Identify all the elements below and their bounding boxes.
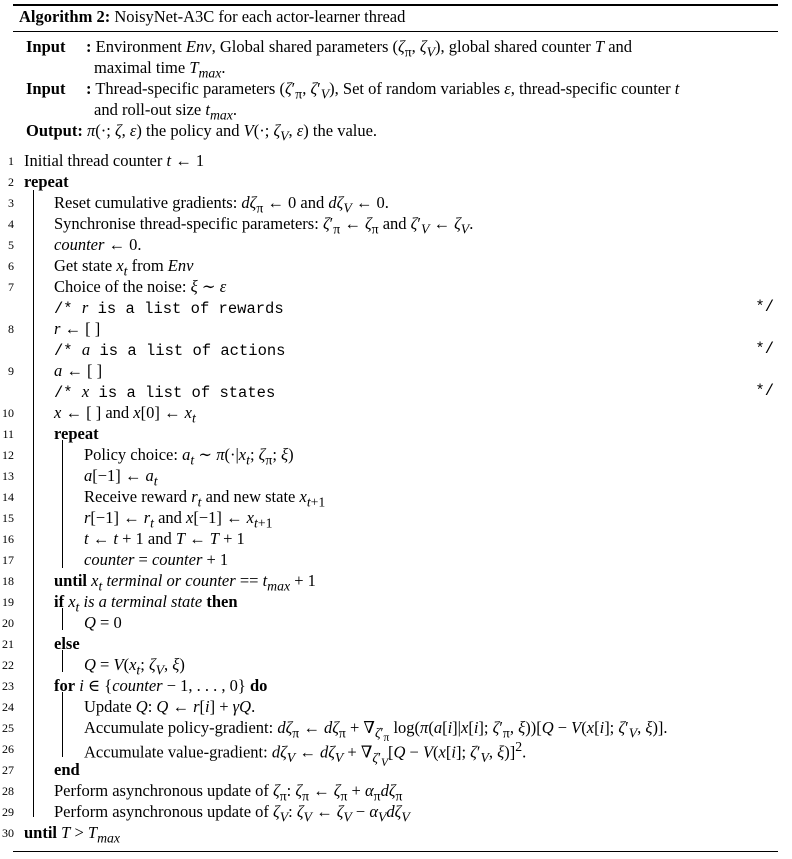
repeat-bar	[33, 190, 34, 817]
code-line: Update Q: Q ← r[i] + γQ.	[84, 697, 256, 716]
code-line: Reset cumulative gradients: $d\zeta_\pi$ ← 0 and $d\zeta_V$ ← 0.	[54, 193, 389, 216]
code-line: x ← [ ] and x[0] ← $x_t$	[54, 403, 196, 426]
code-line: repeat	[54, 424, 99, 443]
comment-end: */	[755, 298, 774, 316]
code-line: else	[54, 634, 80, 653]
comment-line: /* r is a list of rewards	[54, 298, 284, 318]
line-number: 11	[2, 427, 14, 441]
line-number: 9	[8, 364, 14, 378]
input-env-2: maximal time $T_{max}$.	[94, 58, 226, 81]
title-rule	[13, 31, 778, 32]
code-line: r[−1] ← $r_t$ and x[−1] ← $x_{t+1}$	[84, 508, 273, 531]
line-number: 30	[2, 826, 14, 840]
comment-end: */	[755, 382, 774, 400]
comment-line: /* a is a list of actions	[54, 340, 286, 360]
input-thread: Input : Thread-specific parameters ($\zeta'_\pi$, $\zeta'_V$), Set of random variables ε, thread-specific counter t	[26, 79, 680, 102]
line-number: 18	[2, 574, 14, 588]
code-line: if $x_t$ is a terminal state then	[54, 592, 238, 615]
io-key: Input	[26, 37, 66, 56]
code-line: Q = 0	[84, 613, 122, 632]
line-number: 21	[2, 637, 14, 651]
line-number: 22	[2, 658, 14, 672]
inner-repeat-bar	[62, 440, 63, 568]
code-line: Accumulate policy-gradient: $d\zeta_\pi$ ← $d\zeta_\pi + \nabla_{\zeta'_\pi}$ log(π(a[i]|x[i]; $\zeta'_\pi$, ξ))[Q − V(x[i]; $\zeta'_V$, ξ)].	[84, 718, 668, 745]
line-number: 4	[8, 217, 14, 231]
code-line: counter = counter + 1	[84, 550, 229, 569]
line-number: 28	[2, 784, 14, 798]
code-line: repeat	[24, 172, 69, 191]
line-number: 15	[2, 511, 14, 525]
line-number: 19	[2, 595, 14, 609]
code-line: until $T > T_{max}$	[24, 823, 121, 846]
top-rule	[13, 4, 778, 6]
line-number: 13	[2, 469, 14, 483]
line-number: 20	[2, 616, 14, 630]
input-env: Input : Environment Env, Global shared parameters ($\zeta_\pi$, $\zeta_V$), global shared counter T and	[26, 37, 633, 60]
line-number: 29	[2, 805, 14, 819]
line-number: 2	[8, 175, 14, 189]
code-line: until $x_t$ terminal or counter == $t_{max} + 1$	[54, 571, 316, 594]
comment-end: */	[755, 340, 774, 358]
code-line: $Q = V(x_t$; $\zeta_V$, ξ)	[84, 655, 185, 678]
line-number: 8	[8, 322, 14, 336]
code-line: Policy choice: $a_t$ ∼ $\pi(\cdot|x_t$; $\zeta_\pi$; ξ)	[84, 445, 294, 468]
code-line: Perform asynchronous update of $\zeta_\pi$: $\zeta_\pi$ ← $\zeta_\pi + \alpha_\pi d\zeta_\pi$	[54, 781, 403, 804]
algorithm-name: NoisyNet-A3C for each actor-learner thread	[114, 7, 406, 26]
line-number: 5	[8, 238, 14, 252]
code-line: Synchronise thread-specific parameters: $\zeta'_\pi$ ← $\zeta_\pi$ and $\zeta'_V$ ← $\zeta_V$.	[54, 214, 474, 237]
io-text: Environment Env, Global shared parameters ($\zeta_\pi$, $\zeta_V$), global shared counter T and	[95, 37, 633, 60]
code-line: r ← [ ]	[54, 319, 101, 338]
bottom-rule	[13, 851, 778, 852]
output-line: Output: π(·; ζ, ε) the policy and V(·; $\zeta_V$, ε) the value.	[26, 121, 378, 144]
line-number: 6	[8, 259, 14, 273]
line-number: 27	[2, 763, 14, 777]
line-number: 26	[2, 742, 14, 756]
line-number: 3	[8, 196, 14, 210]
line-number: 16	[2, 532, 14, 546]
code-line: Choice of the noise: ξ ∼ ε	[54, 277, 227, 296]
code-line: end	[54, 760, 80, 779]
line-number: 17	[2, 553, 14, 567]
algorithm-title	[19, 7, 405, 27]
code-line: for i ∈ {counter − 1, . . . , 0} do	[54, 676, 268, 695]
line-number: 12	[2, 448, 14, 462]
line-number: 23	[2, 679, 14, 693]
io-key: Input	[26, 79, 66, 98]
io-key: Output	[26, 121, 78, 140]
line-number: 14	[2, 490, 14, 504]
code-line: Initial thread counter t ← 1	[24, 151, 205, 170]
line-number: 25	[2, 721, 14, 735]
line-number: 10	[2, 406, 14, 420]
code-line: Get state $x_t$ from Env	[54, 256, 194, 279]
code-line: Accumulate value-gradient: $d\zeta_V$ ← $d\zeta_V + \nabla_{\zeta'_V}[Q - V(x[i]$; $\zeta'_V$, ξ)]$^2$.	[84, 739, 527, 769]
code-line: Receive reward $r_t$ and new state $x_{t+1}$	[84, 487, 326, 510]
input-thread-2: and roll-out size $t_{max}$.	[94, 100, 237, 123]
comment-line: /* x is a list of states	[54, 382, 276, 402]
io-text: π(·; ζ, ε) the policy and V(·; $\zeta_V$, ε) the value.	[86, 121, 378, 144]
line-number: 7	[8, 280, 14, 294]
code-line: Perform asynchronous update of $\zeta_V$: $\zeta_V$ ← $\zeta_V - \alpha_Vd\zeta_V$	[54, 802, 410, 825]
io-text: Thread-specific parameters ($\zeta'_\pi$, $\zeta'_V$), Set of random variables ε, thread-specific counter t	[95, 79, 680, 102]
code-line: a[−1] ← $a_t$	[84, 466, 158, 489]
code-line: counter ← 0.	[54, 235, 142, 254]
line-number: 24	[2, 700, 14, 714]
for-bar	[62, 692, 63, 757]
code-line: t ← t + 1 and T ← T + 1	[84, 529, 245, 548]
line-number: 1	[8, 154, 14, 168]
algorithm-label: Algorithm 2:	[19, 7, 111, 26]
code-line: a ← [ ]	[54, 361, 103, 380]
